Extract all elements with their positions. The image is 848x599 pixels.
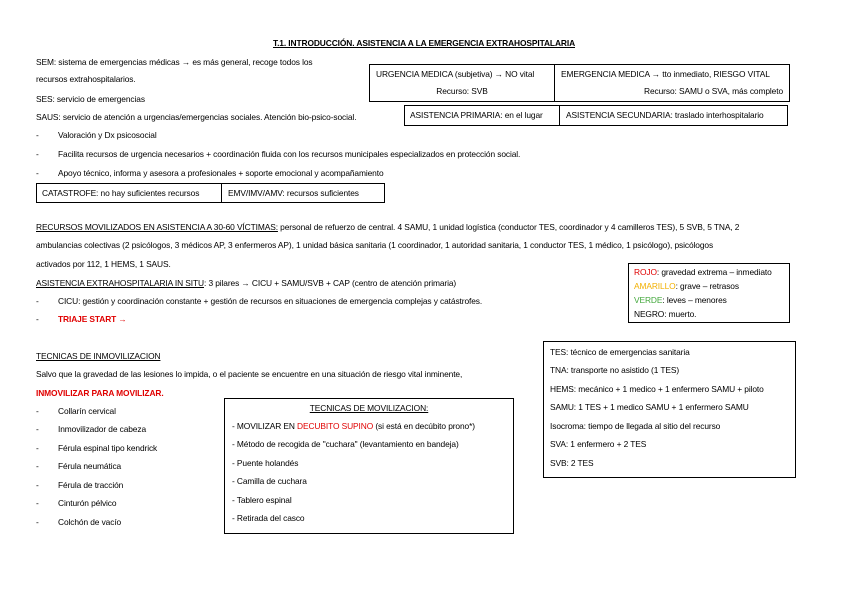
ses-definition: SES: servicio de emergencias <box>36 94 145 104</box>
urgencia-cell <box>369 64 555 102</box>
list-item: - Valoración y Dx psicosocial <box>36 130 157 140</box>
glossary-item: HEMS: mecánico + 1 medico + 1 enfermero SAMU + piloto <box>550 384 764 394</box>
glossary-box <box>543 341 796 478</box>
glossary-item: SVB: 2 TES <box>550 458 594 468</box>
glossary-item: Isocroma: tiempo de llegada al sitio del recurso <box>550 421 721 431</box>
list-item: - Apoyo técnico, informa y asesora a profesionales + soporte emocional y acompañamiento <box>36 168 384 178</box>
catastrofe-cell <box>36 183 222 203</box>
list-item: - TRIAJE START → <box>36 314 127 324</box>
recursos-line1: RECURSOS MOVILIZADOS EN ASISTENCIA A 30-60 VÍCTIMAS: personal de refuerzo de central. 4 SAMU, 1 unidad logística (conductor TES, coordinador y 4 camilleros TES), 5 SVB, 5 TNA, 2 <box>36 222 740 232</box>
list-item: - Facilita recursos de urgencia necesarios + coordinación fluida con los recursos municipales especializados en protección social. <box>36 149 521 159</box>
list-item: - Cinturón pélvico <box>36 498 117 508</box>
movil-box <box>224 398 514 534</box>
emv-text: EMV/IMV/AMV: recursos suficientes <box>228 188 359 198</box>
list-item: - Férula neumática <box>36 461 122 471</box>
triage-colors-box <box>628 263 790 323</box>
triage-rojo: ROJO: gravedad extrema – inmediato <box>634 267 772 277</box>
movil-item: - Puente holandés <box>232 458 299 468</box>
asistencia-primaria: ASISTENCIA PRIMARIA: en el lugar <box>410 110 543 120</box>
inmov-text: Salvo que la gravedad de las lesiones lo impida, o el paciente se encuentre en una situación de riesgo vital inminente, <box>36 369 463 379</box>
recursos-heading: RECURSOS MOVILIZADOS EN ASISTENCIA A 30-60 VÍCTIMAS: <box>36 222 278 232</box>
urgencia-title: URGENCIA MEDICA (subjetiva) → NO vital <box>376 69 535 79</box>
movil-item: - Método de recogida de "cuchara" (levantamiento en bandeja) <box>232 439 459 449</box>
saus-definition: SAUS: servicio de atención a urgencias/emergencias sociales. Atención bio-psico-social. <box>36 112 357 122</box>
list-item: - Collarín cervical <box>36 406 116 416</box>
asistencia-secundaria-cell <box>559 105 788 126</box>
triage-amarillo: AMARILLO: grave – retrasos <box>634 281 739 291</box>
urgencia-resource: Recurso: SVB <box>436 86 488 96</box>
glossary-item: SVA: 1 enfermero + 2 TES <box>550 439 647 449</box>
emergencia-cell <box>554 64 790 102</box>
glossary-item: TES: técnico de emergencias sanitaria <box>550 347 690 357</box>
emv-cell <box>221 183 385 203</box>
inmov-heading: TECNICAS DE INMOVILIZACION <box>36 351 161 361</box>
movil-heading: TECNICAS DE MOVILIZACION: <box>309 403 429 413</box>
triage-verde: VERDE: leves – menores <box>634 295 727 305</box>
emergencia-resource: Recurso: SAMU o SVA, más completo <box>644 86 783 96</box>
emergencia-title: EMERGENCIA MEDICA → tto inmediato, RIESGO VITAL <box>561 69 770 79</box>
asistencia-secundaria: ASISTENCIA SECUNDARIA: traslado interhospitalario <box>566 110 764 120</box>
situ-line: ASISTENCIA EXTRAHOSPITALARIA IN SITU: 3 pilares → CICU + SAMU/SVB + CAP (centro de atención primaria) <box>36 278 457 288</box>
asistencia-primaria-cell <box>404 105 560 126</box>
glossary-item: SAMU: 1 TES + 1 medico SAMU + 1 enfermero SAMU <box>550 402 749 412</box>
list-item: - Colchón de vacío <box>36 517 122 527</box>
movil-item: - Retirada del casco <box>232 513 305 523</box>
sem-definition-line1: SEM: sistema de emergencias médicas → es más general, recoge todos los <box>36 57 313 67</box>
recursos-line2: ambulancias colectivas (2 psicólogos, 3 médicos AP, 3 enfermeros AP), 1 unidad básica sanitaria (1 coordinador, 1 autoridad sanitaria, 1 conductor TES, 1 médico, 1 psicólogo), psicólogos <box>36 240 714 250</box>
list-item: - Inmovilizador de cabeza <box>36 424 147 434</box>
movil-item: - Camilla de cuchara <box>232 476 307 486</box>
recursos-line3: activados por 112, 1 HEMS, 1 SAUS. <box>36 259 171 269</box>
inmov-emph: INMOVILIZAR PARA MOVILIZAR. <box>36 388 164 398</box>
list-item: - CICU: gestión y coordinación constante + gestión de recursos en situaciones de emergencia complejas y catástrofes. <box>36 296 483 306</box>
list-item: - Férula espinal tipo kendrick <box>36 443 158 453</box>
triage-negro: NEGRO: muerto. <box>634 309 697 319</box>
sem-definition-line2: recursos extrahospitalarios. <box>36 74 136 84</box>
triaje-start: TRIAJE START → <box>58 314 127 324</box>
movil-item: - Tablero espinal <box>232 495 292 505</box>
movil-item: - MOVILIZAR EN DECUBITO SUPINO (si está en decúbito prono*) <box>232 421 475 431</box>
page-title: T.1. INTRODUCCIÓN. ASISTENCIA A LA EMERGENCIA EXTRAHOSPITALARIA <box>272 38 576 48</box>
glossary-item: TNA: transporte no asistido (1 TES) <box>550 365 680 375</box>
catastrofe-text: CATASTROFE: no hay suficientes recursos <box>42 188 200 198</box>
list-item: - Férula de tracción <box>36 480 124 490</box>
situ-heading: ASISTENCIA EXTRAHOSPITALARIA IN SITU <box>36 278 204 288</box>
